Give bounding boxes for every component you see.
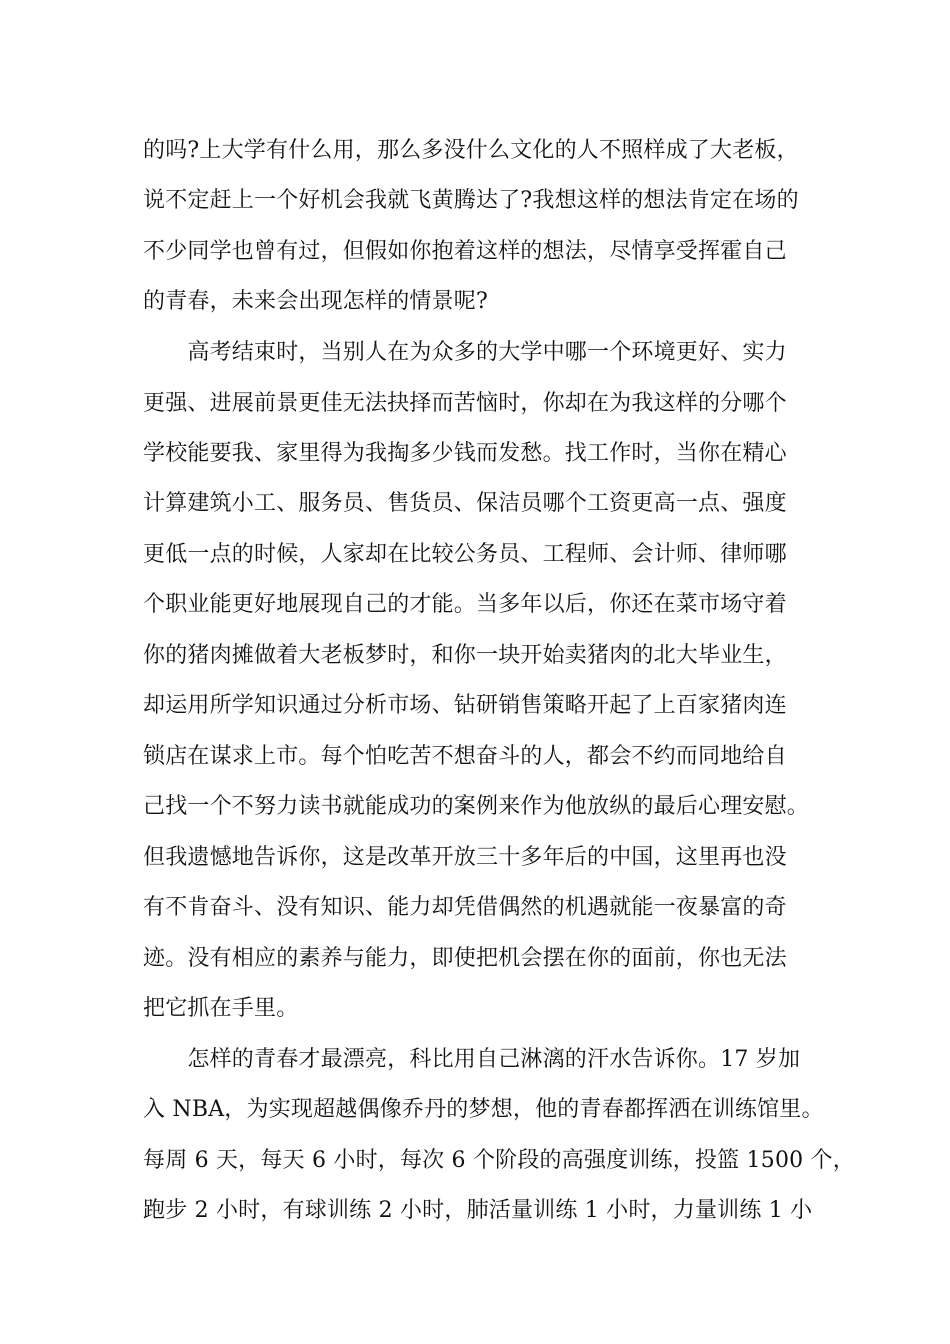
text-line: 计算建筑小工、服务员、售货员、保洁员哪个工资更高一点、强度 (143, 491, 787, 516)
text-line: 把它抓在手里。 (143, 996, 299, 1021)
text-line: 个职业能更好地展现自己的才能。当多年以后，你还在菜市场守着 (143, 592, 787, 617)
text-line: 入 NBA，为实现超越偶像乔丹的梦想，他的青春都挥洒在训练馆里。 (143, 1097, 824, 1122)
text-line: 迹。没有相应的素养与能力，即使把机会摆在你的面前，你也无法 (143, 946, 787, 971)
text-line: 每周 6 天，每天 6 小时，每次 6 个阶段的高强度训练，投篮 1500 个， (143, 1148, 855, 1173)
text-line: 己找一个不努力读书就能成功的案例来作为他放纵的最后心理安慰。 (143, 794, 810, 819)
text-line: 但我遗憾地告诉你，这是改革开放三十多年后的中国，这里再也没 (143, 845, 787, 870)
text-line: 的吗?上大学有什么用，那么多没什么文化的人不照样成了大老板， (143, 138, 799, 163)
text-line: 有不肯奋斗、没有知识、能力却凭借偶然的机遇就能一夜暴富的奇 (143, 895, 787, 920)
text-line: 高考结束时，当别人在为众多的大学中哪一个环境更好、实力 (143, 340, 787, 365)
text-line: 的青春，未来会出现怎样的情景呢? (143, 289, 488, 314)
text-line: 说不定赶上一个好机会我就飞黄腾达了?我想这样的想法肯定在场的 (143, 188, 799, 213)
text-line: 怎样的青春才最漂亮，科比用自己淋漓的汗水告诉你。17 岁加 (143, 1047, 801, 1072)
text-line: 更强、进展前景更佳无法抉择而苦恼时，你却在为我这样的分哪个 (143, 391, 787, 416)
text-line: 锁店在谋求上市。每个怕吃苦不想奋斗的人，都会不约而同地给自 (143, 744, 787, 769)
text-line: 你的猪肉摊做着大老板梦时，和你一块开始卖猪肉的北大毕业生， (143, 643, 787, 668)
text-line: 却运用所学知识通过分析市场、钻研销售策略开起了上百家猪肉连 (143, 693, 787, 718)
text-line: 学校能要我、家里得为我掏多少钱而发愁。找工作时，当你在精心 (143, 441, 787, 466)
text-line: 跑步 2 小时，有球训练 2 小时，肺活量训练 1 小时，力量训练 1 小 (143, 1198, 813, 1223)
text-line: 更低一点的时候，人家却在比较公务员、工程师、会计师、律师哪 (143, 542, 787, 567)
text-line: 不少同学也曾有过，但假如你抱着这样的想法，尽情享受挥霍自己 (143, 239, 787, 264)
